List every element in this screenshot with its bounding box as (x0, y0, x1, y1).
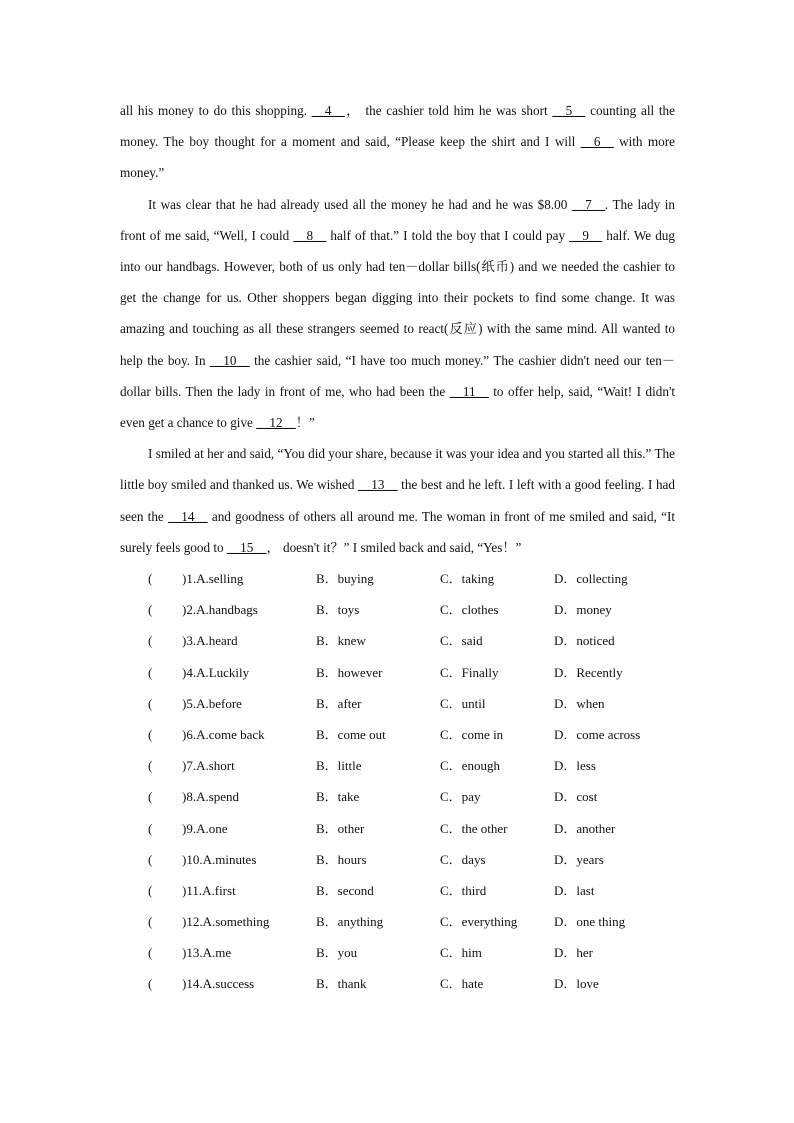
passage-text: the cashier said, “I have too much money.” The cashier didn't need our ten－dollar bills. Then the lady in front of me, who had been the (120, 352, 675, 399)
answer-blank: __12__ (256, 415, 296, 431)
question-row (120, 594, 675, 625)
option-a: )12.A.something (182, 914, 270, 930)
passage-text: with more money.” (120, 134, 675, 181)
option-c: C．enough (440, 758, 500, 774)
option-c: C．Finally (440, 664, 499, 680)
option-d: D．one thing (554, 914, 626, 930)
option-b: B．second (316, 882, 374, 898)
passage-text: half. We dug into our handbags. However, both of us only had ten－dollar bills(纸币) and we needed the cashier to get the change for us. Other shoppers began digging into their pockets to find some change. It was amazing and touching as all these strangers seemed to react(反应) with the same mind. All wanted to help the boy. In (120, 227, 675, 368)
option-c: C．until (440, 695, 486, 711)
passage-text: all his money to do this shopping. (120, 103, 312, 118)
answer-paren: ( (148, 820, 153, 836)
answer-paren: ( (148, 664, 153, 680)
answer-blank: __8__ (293, 227, 327, 243)
option-c: C．him (440, 945, 482, 961)
option-d: D．money (554, 602, 612, 618)
option-d: D．collecting (554, 571, 628, 587)
passage-text: counting all the money. The boy thought for a moment and said, “Please keep the shirt and I will (120, 103, 675, 150)
option-c: C．said (440, 633, 483, 649)
option-d: D．love (554, 976, 599, 992)
option-c: C．the other (440, 820, 508, 836)
option-c: C．taking (440, 571, 495, 587)
option-c: C．everything (440, 914, 518, 930)
document-page (120, 95, 675, 1000)
passage-text: and goodness of others all around me. The woman in front of me smiled and said, “It surely feels good to (120, 508, 675, 555)
answer-paren: ( (148, 602, 153, 618)
passage-text: It was clear that he had already used all the money he had and he was $8.00 (148, 196, 572, 212)
answer-paren: ( (148, 851, 153, 867)
question-row (120, 657, 675, 688)
option-b: B．however (316, 664, 383, 680)
option-d: D．years (554, 851, 604, 867)
option-d: D．come across (554, 726, 641, 742)
passage-paragraph (120, 189, 675, 439)
option-b: B．hours (316, 851, 367, 867)
answer-blank: __4__ (311, 103, 345, 118)
option-b: B．knew (316, 633, 366, 649)
answer-paren: ( (148, 695, 153, 711)
question-row (120, 563, 675, 594)
answer-paren: ( (148, 789, 153, 805)
answer-paren: ( (148, 571, 153, 587)
option-a: )3.A.heard (182, 633, 238, 649)
answer-paren: ( (148, 633, 153, 649)
option-c: C．third (440, 882, 487, 898)
option-b: B．other (316, 820, 365, 836)
option-a: )10.A.minutes (182, 851, 257, 867)
option-d: D．Recently (554, 664, 623, 680)
passage-paragraph (120, 95, 675, 189)
question-row (120, 719, 675, 750)
answer-blank: __7__ (571, 196, 605, 212)
question-row (120, 968, 675, 999)
option-b: B．little (316, 758, 362, 774)
answer-paren: ( (148, 726, 153, 742)
question-row (120, 875, 675, 906)
question-row (120, 844, 675, 875)
option-a: )2.A.handbags (182, 602, 258, 618)
option-b: B．come out (316, 726, 386, 742)
option-a: )11.A.first (182, 882, 236, 898)
answer-blank: __10__ (210, 352, 250, 368)
answer-paren: ( (148, 758, 153, 774)
option-d: D．another (554, 820, 616, 836)
passage-text: ！” (295, 415, 315, 431)
answer-blank: __15__ (226, 539, 267, 555)
option-d: D．last (554, 882, 595, 898)
question-row (120, 750, 675, 781)
answer-blank: __6__ (580, 134, 614, 150)
question-row (120, 937, 675, 968)
option-c: C．pay (440, 789, 481, 805)
question-row (120, 688, 675, 719)
option-c: C．hate (440, 976, 484, 992)
option-c: C．come in (440, 726, 504, 742)
passage-text: ， the cashier told him he was short (344, 103, 553, 118)
option-a: )7.A.short (182, 758, 235, 774)
question-row (120, 813, 675, 844)
option-b: B．buying (316, 571, 374, 587)
answer-blank: __9__ (569, 227, 603, 243)
answer-blank: __5__ (552, 103, 586, 118)
option-a: )13.A.me (182, 945, 232, 961)
option-a: )4.A.Luckily (182, 664, 250, 680)
option-a: )9.A.one (182, 820, 228, 836)
option-b: B．after (316, 695, 362, 711)
option-b: B．take (316, 789, 360, 805)
option-d: D．cost (554, 789, 598, 805)
passage-text: half of that.” I told the boy that I could pay (326, 227, 570, 243)
passage-text: . The lady in front of me said, “Well, I could (120, 196, 675, 243)
answer-blank: __11__ (449, 383, 489, 399)
option-c: C．clothes (440, 602, 499, 618)
option-d: D．less (554, 758, 596, 774)
option-a: )1.A.selling (182, 571, 244, 587)
option-b: B．anything (316, 914, 384, 930)
option-a: )6.A.come back (182, 726, 265, 742)
question-row (120, 781, 675, 812)
option-c: C．days (440, 851, 486, 867)
question-row (120, 625, 675, 656)
option-a: )14.A.success (182, 976, 255, 992)
question-list (120, 563, 675, 1000)
option-a: )5.A.before (182, 695, 242, 711)
answer-paren: ( (148, 914, 153, 930)
option-b: B．toys (316, 602, 360, 618)
question-row (120, 906, 675, 937)
answer-blank: __14__ (168, 508, 208, 524)
passage-paragraph (120, 438, 675, 563)
passage-text: to offer help, said, “Wait! I didn't even get a chance to give (120, 383, 675, 431)
option-d: D．noticed (554, 633, 615, 649)
answer-paren: ( (148, 882, 153, 898)
option-b: B．you (316, 945, 358, 961)
option-d: D．when (554, 695, 605, 711)
answer-paren: ( (148, 976, 153, 992)
passage-text: the best and he left. I left with a good feeling. I had seen the (120, 477, 675, 524)
option-a: )8.A.spend (182, 789, 240, 805)
option-d: D．her (554, 945, 593, 961)
passage-text: ， doesn't it？” I smiled back and said, “Yes！” (266, 539, 522, 555)
answer-paren: ( (148, 945, 153, 961)
answer-blank: __13__ (358, 477, 398, 493)
passage-text: I smiled at her and said, “You did your share, because it was your idea and you started all this.” The little boy smiled and thanked us. We wished (120, 446, 675, 493)
reading-passage (120, 95, 675, 563)
option-b: B．thank (316, 976, 367, 992)
